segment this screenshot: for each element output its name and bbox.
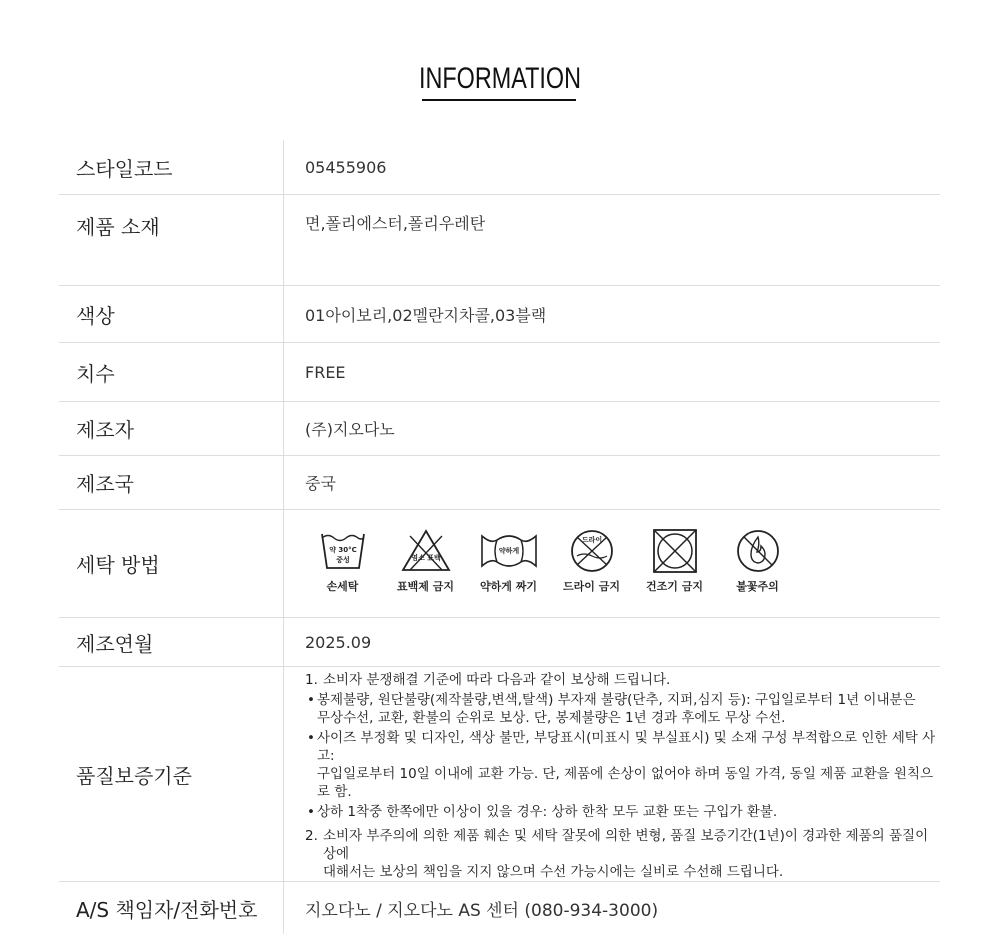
row-value-manufacture-date: 2025.09 (284, 618, 941, 667)
row-value-country: 중국 (284, 456, 941, 510)
row-value-color: 01아이보리,02멜란지차콜,03블랙 (284, 286, 941, 343)
fire-caution-icon (733, 528, 783, 574)
care-item-fire-caution (720, 528, 795, 594)
hand-wash-icon (318, 528, 368, 574)
row-label-size: 치수 (59, 343, 284, 402)
table-row (59, 667, 940, 882)
care-caption: 표백제 금지 (397, 579, 454, 593)
svg-text:약하게: 약하게 (498, 546, 519, 555)
svg-text:드라이: 드라이 (581, 535, 602, 544)
table-row (59, 510, 940, 618)
quality-text (305, 667, 940, 881)
care-caption: 손세탁 (326, 579, 359, 593)
row-value-manufacturer: (주)지오다노 (284, 402, 941, 456)
care-caption: 불꽃주의 (736, 579, 779, 593)
care-symbols (305, 528, 940, 594)
care-caption: 건조기 금지 (646, 579, 703, 593)
care-item-no-bleach (388, 528, 463, 594)
row-label-as-contact: A/S 책임자/전화번호 (59, 882, 284, 935)
svg-text:염소: 염소 (410, 553, 425, 562)
care-item-gentle-wring (471, 528, 546, 594)
page-title: INFORMATION (418, 62, 582, 95)
table-row (59, 286, 940, 343)
quality-bullet-3: • 상하 1착중 한쪽에만 이상이 있을 경우: 상하 한착 모두 교환 또는 구입가 환불. (307, 804, 778, 820)
row-value-as-contact: 지오다노 / 지오다노 AS 센터 (080-934-3000) (305, 900, 659, 921)
quality-bullet-1: • 봉제불량, 원단불량(제작불량,변색,탈색) 부자재 불량(단추, 지퍼,심지 등): 구입일로부터 1년 이내분은 무상수선, 교환, 환불의 순위로 보상. 단, 봉제불량은 1년 경과 후에도 무상 수선. (307, 692, 916, 726)
care-caption: 약하게 짜기 (480, 579, 537, 593)
title-underline (422, 99, 576, 101)
row-value-washing (284, 510, 941, 618)
row-label-manufacture-date: 제조연월 (59, 618, 284, 667)
row-label-color: 색상 (59, 286, 284, 343)
no-tumble-dry-icon (650, 528, 700, 574)
table-row (59, 456, 940, 510)
care-item-no-tumble-dry (637, 528, 712, 594)
svg-text:중성: 중성 (335, 555, 350, 564)
row-label-manufacturer: 제조자 (59, 402, 284, 456)
row-value-quality-guarantee (284, 667, 941, 882)
care-item-no-dry-clean (554, 528, 629, 594)
svg-text:표백: 표백 (426, 553, 441, 562)
table-row (59, 195, 940, 286)
row-value-style-code: 05455906 (284, 140, 941, 195)
no-dry-clean-icon (567, 528, 617, 574)
row-value-size: FREE (284, 343, 941, 402)
care-caption: 드라이 금지 (563, 579, 620, 593)
row-label-quality-guarantee: 품질보증기준 (59, 667, 284, 882)
table-row (59, 140, 940, 195)
no-bleach-icon (401, 528, 451, 574)
care-item-hand-wash (305, 528, 380, 594)
table-row (59, 402, 940, 456)
svg-text:약 30°C: 약 30°C (328, 545, 357, 554)
row-label-washing: 세탁 방법 (59, 510, 284, 618)
quality-bullet-2: • 사이즈 부정확 및 디자인, 색상 불만, 부당표시(미표시 및 부실표시) 및 소재 구성 부적합으로 인한 세탁 사고: 구입일로부터 10일 이내에 교환 가능. 단, 제품에 손상이 없어야 하며 동일 가격, 동일 제품 교환을 원칙으로 함. (307, 730, 936, 800)
info-table (59, 140, 940, 934)
row-value-material: 면,폴리에스터,폴리우레탄 (284, 195, 941, 286)
row-label-style-code: 스타일코드 (59, 140, 284, 195)
row-label-material: 제품 소재 (59, 195, 284, 286)
quality-item-2: 2. 소비자 부주의에 의한 제품 훼손 및 세탁 잘못에 의한 변형, 품질 보증기간(1년)이 경과한 제품의 품질이상에 대해서는 보상의 책임을 지지 않으며 수선 가능시에는 실비로 수선해 드립니다. (305, 828, 929, 880)
quality-item-1: 1. 소비자 분쟁해결 기준에 따라 다음과 같이 보상해 드립니다. (305, 672, 671, 688)
row-label-country: 제조국 (59, 456, 284, 510)
gentle-wring-icon (479, 528, 539, 574)
table-row (59, 882, 940, 935)
table-row (59, 618, 940, 667)
table-row (59, 343, 940, 402)
